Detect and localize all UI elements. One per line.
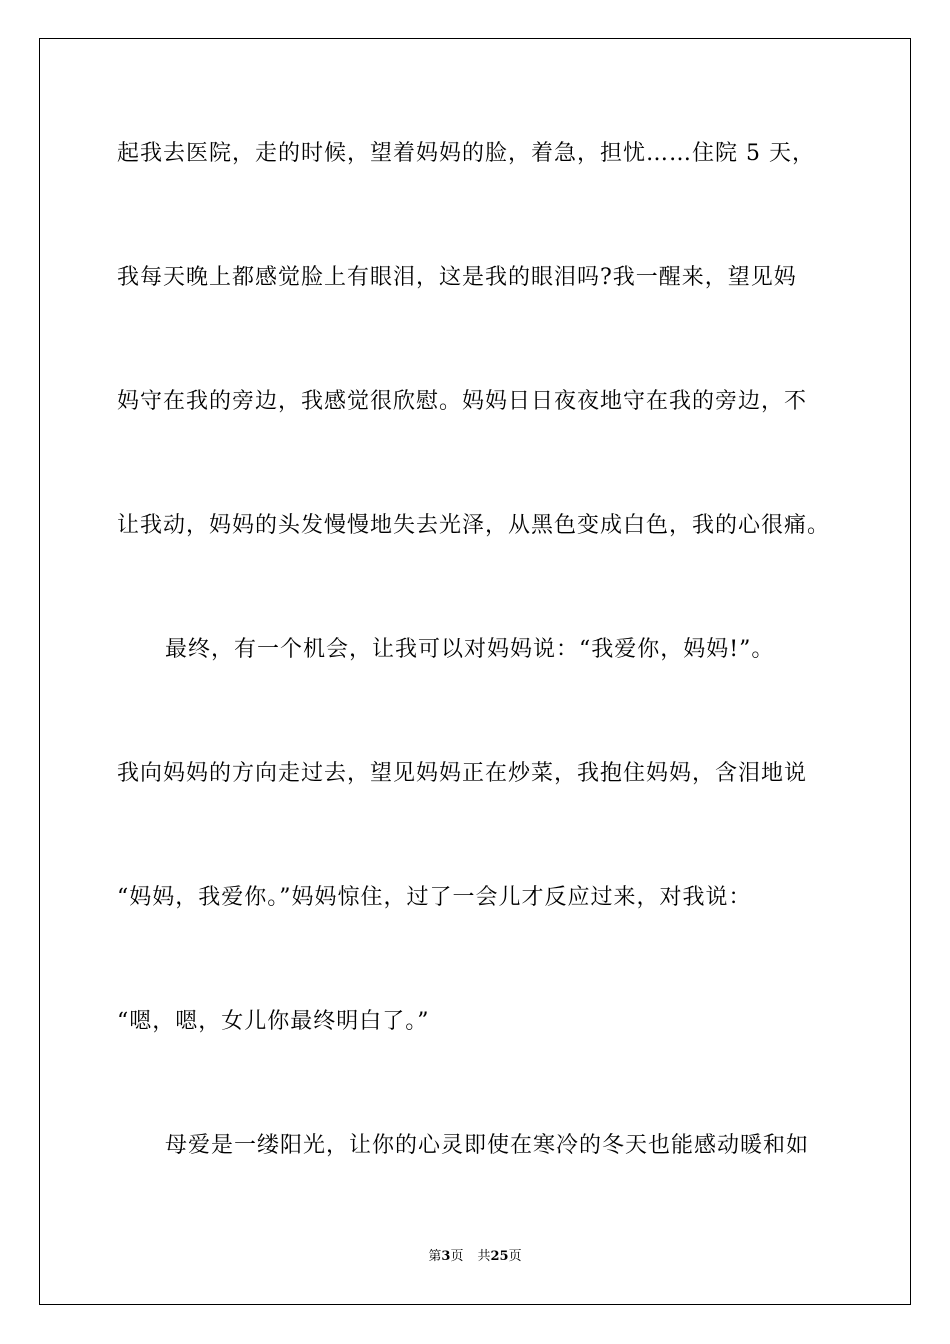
paragraph-start-line: 母爱是一缕阳光，让你的心灵即使在寒冷的冬天也能感动暖和如 — [165, 1133, 810, 1158]
text-line: 起我去医院，走的时候，望着妈妈的脸，着急，担忧……住院 5 天， — [117, 141, 815, 166]
text-line: 让我动，妈妈的头发慢慢地失去光泽，从黑色变成白色，我的心很痛。 — [117, 513, 831, 538]
document-body — [117, 134, 857, 1166]
page-suffix: 页 — [450, 1249, 464, 1264]
text-line: “嗯，嗯，女儿你最终明白了。” — [117, 1009, 430, 1034]
total-prefix: 共 — [477, 1249, 491, 1264]
page-number: 3 — [441, 1249, 451, 1264]
text-line: “妈妈，我爱你。”妈妈惊住，过了一会儿才反应过来，对我说： — [117, 885, 752, 910]
total-pages: 25 — [490, 1249, 509, 1264]
total-suffix: 页 — [508, 1249, 522, 1264]
text-line: 我向妈妈的方向走过去，望见妈妈正在炒菜，我抱住妈妈，含泪地说 — [117, 761, 808, 786]
paragraph-start-line: 最终，有一个机会，让我可以对妈妈说：“我爱你，妈妈!”。 — [165, 637, 775, 662]
page-prefix: 第 — [428, 1249, 442, 1264]
page-footer — [0, 1248, 950, 1266]
text-line: 妈守在我的旁边，我感觉很欣慰。妈妈日日夜夜地守在我的旁边，不 — [117, 389, 808, 414]
text-line: 我每天晚上都感觉脸上有眼泪，这是我的眼泪吗?我一醒来，望见妈 — [117, 265, 797, 290]
